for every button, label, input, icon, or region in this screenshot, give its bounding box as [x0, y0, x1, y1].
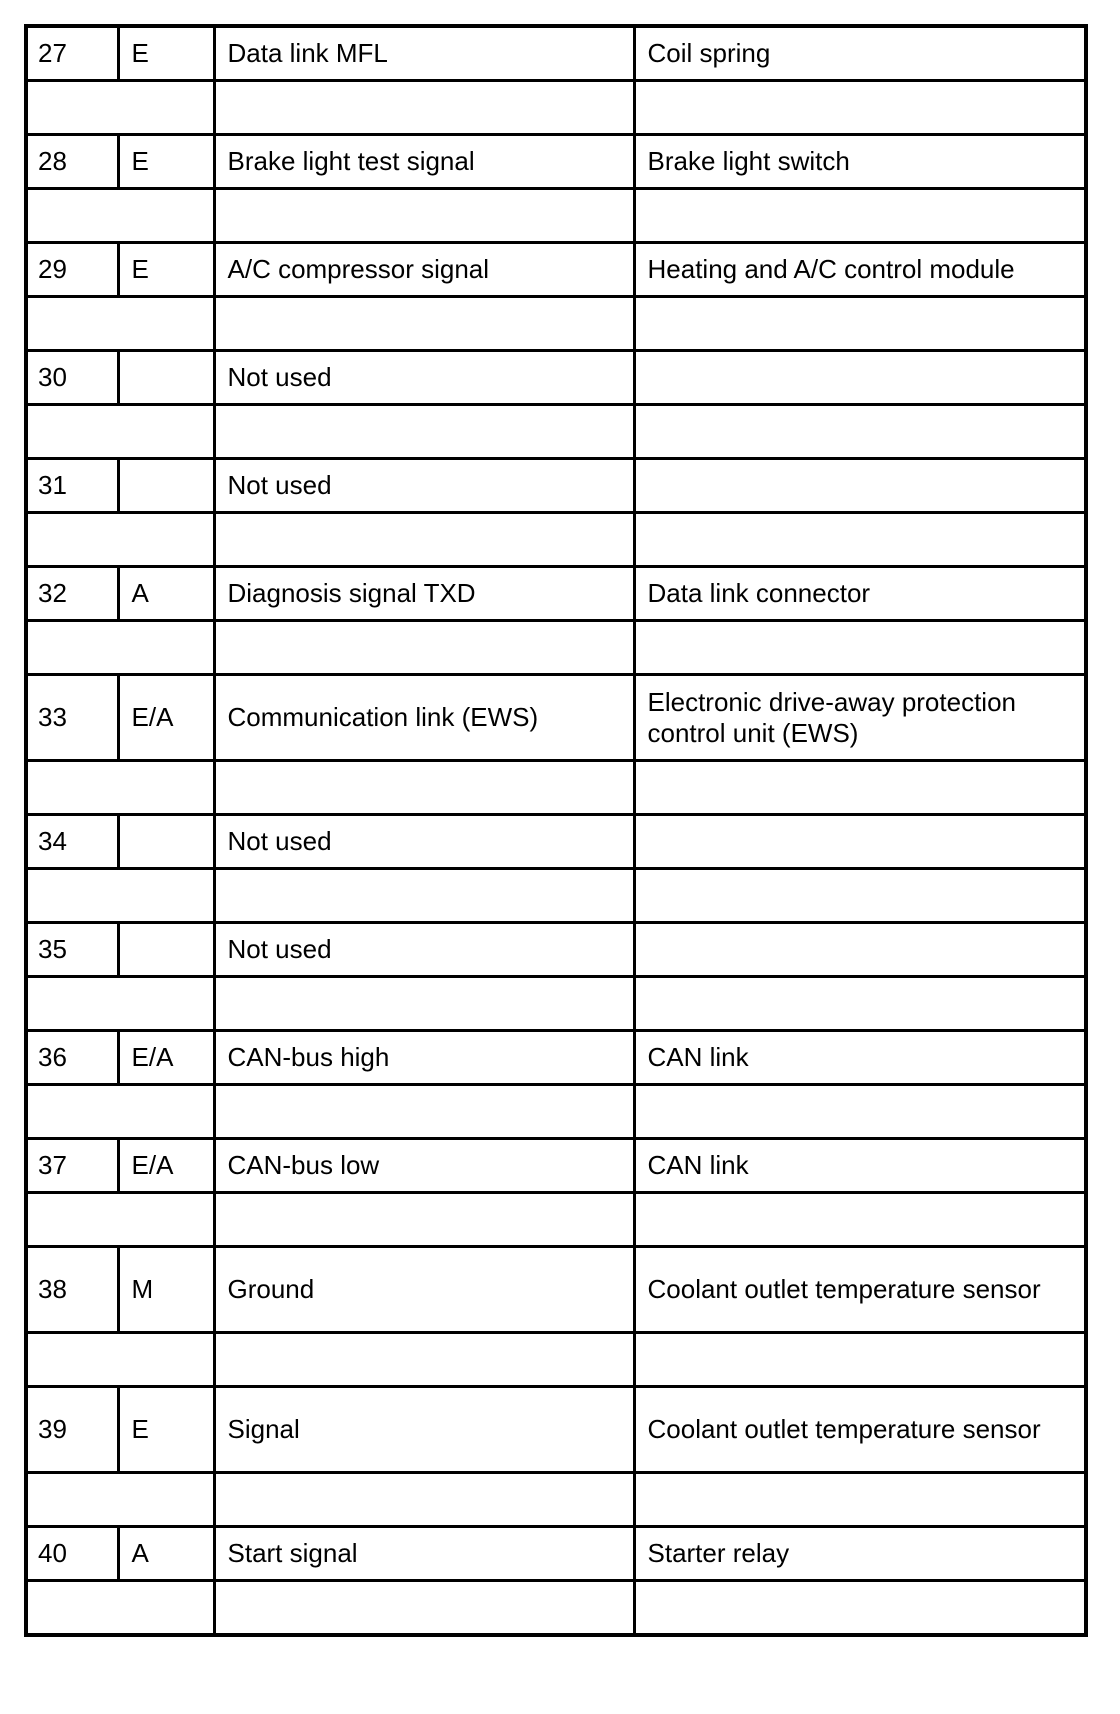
spacer-cell [26, 621, 214, 675]
spacer-cell [26, 189, 214, 243]
spacer-cell [214, 297, 634, 351]
pin-row [26, 351, 1086, 405]
pin-assignment-table [24, 24, 1088, 1637]
spacer-cell [214, 761, 634, 815]
pin-number-cell: 31 [26, 459, 118, 513]
spacer-cell [214, 189, 634, 243]
signal-type-cell: A [118, 567, 214, 621]
spacer-cell [634, 81, 1086, 135]
spacer-row [26, 189, 1086, 243]
spacer-cell [214, 621, 634, 675]
spacer-cell [214, 1581, 634, 1636]
spacer-cell [214, 1193, 634, 1247]
connection-cell [634, 351, 1086, 405]
spacer-cell [214, 513, 634, 567]
signal-type-cell: E [118, 243, 214, 297]
spacer-cell [634, 1581, 1086, 1636]
spacer-cell [26, 297, 214, 351]
description-cell: A/C compressor signal [214, 243, 634, 297]
spacer-cell [634, 869, 1086, 923]
description-cell: Not used [214, 815, 634, 869]
description-cell: Not used [214, 459, 634, 513]
spacer-cell [634, 621, 1086, 675]
spacer-cell [214, 869, 634, 923]
connection-cell: Starter relay [634, 1527, 1086, 1581]
spacer-row [26, 405, 1086, 459]
spacer-row [26, 621, 1086, 675]
pin-row [26, 26, 1086, 81]
connection-cell: CAN link [634, 1031, 1086, 1085]
description-cell: Not used [214, 351, 634, 405]
connection-cell: Heating and A/C control module [634, 243, 1086, 297]
signal-type-cell: A [118, 1527, 214, 1581]
pin-number-cell: 28 [26, 135, 118, 189]
spacer-cell [634, 977, 1086, 1031]
spacer-cell [26, 869, 214, 923]
spacer-cell [26, 513, 214, 567]
spacer-cell [214, 977, 634, 1031]
pin-row [26, 135, 1086, 189]
signal-type-cell: E [118, 26, 214, 81]
signal-type-cell: E/A [118, 675, 214, 761]
pin-row [26, 1387, 1086, 1473]
connection-cell: CAN link [634, 1139, 1086, 1193]
pin-number-cell: 35 [26, 923, 118, 977]
signal-type-cell [118, 459, 214, 513]
spacer-cell [634, 1193, 1086, 1247]
spacer-cell [214, 1333, 634, 1387]
spacer-row [26, 297, 1086, 351]
spacer-cell [26, 1333, 214, 1387]
spacer-cell [26, 1085, 214, 1139]
pin-row [26, 1031, 1086, 1085]
spacer-cell [26, 1473, 214, 1527]
pin-number-cell: 32 [26, 567, 118, 621]
signal-type-cell: E [118, 1387, 214, 1473]
connection-cell: Coil spring [634, 26, 1086, 81]
spacer-cell [214, 1473, 634, 1527]
signal-type-cell: M [118, 1247, 214, 1333]
description-cell: CAN-bus low [214, 1139, 634, 1193]
signal-type-cell: E [118, 135, 214, 189]
spacer-cell [634, 1473, 1086, 1527]
spacer-cell [26, 761, 214, 815]
connection-cell: Brake light switch [634, 135, 1086, 189]
pin-number-cell: 37 [26, 1139, 118, 1193]
signal-type-cell [118, 923, 214, 977]
pin-row [26, 459, 1086, 513]
pin-number-cell: 36 [26, 1031, 118, 1085]
description-cell: Data link MFL [214, 26, 634, 81]
description-cell: Ground [214, 1247, 634, 1333]
spacer-cell [634, 761, 1086, 815]
signal-type-cell: E/A [118, 1031, 214, 1085]
pin-number-cell: 39 [26, 1387, 118, 1473]
spacer-cell [634, 189, 1086, 243]
description-cell: Brake light test signal [214, 135, 634, 189]
spacer-row [26, 977, 1086, 1031]
pin-row [26, 243, 1086, 297]
description-cell: Signal [214, 1387, 634, 1473]
spacer-row [26, 869, 1086, 923]
pin-row [26, 923, 1086, 977]
pin-row [26, 1527, 1086, 1581]
description-cell: CAN-bus high [214, 1031, 634, 1085]
connection-cell: Coolant outlet temperature sensor [634, 1247, 1086, 1333]
spacer-row [26, 1085, 1086, 1139]
spacer-row [26, 1193, 1086, 1247]
description-cell: Start signal [214, 1527, 634, 1581]
spacer-cell [26, 405, 214, 459]
spacer-cell [634, 1333, 1086, 1387]
table-body [26, 26, 1086, 1635]
pin-row [26, 567, 1086, 621]
spacer-cell [634, 513, 1086, 567]
description-cell: Communication link (EWS) [214, 675, 634, 761]
connection-cell [634, 459, 1086, 513]
spacer-cell [26, 977, 214, 1031]
spacer-cell [26, 1193, 214, 1247]
pin-number-cell: 29 [26, 243, 118, 297]
pin-row [26, 1139, 1086, 1193]
connection-cell [634, 815, 1086, 869]
spacer-cell [634, 405, 1086, 459]
signal-type-cell [118, 815, 214, 869]
spacer-cell [214, 81, 634, 135]
pin-number-cell: 33 [26, 675, 118, 761]
spacer-cell [634, 297, 1086, 351]
pin-number-cell: 38 [26, 1247, 118, 1333]
pin-row [26, 1247, 1086, 1333]
spacer-row [26, 1473, 1086, 1527]
signal-type-cell: E/A [118, 1139, 214, 1193]
spacer-cell [214, 1085, 634, 1139]
connection-cell: Coolant outlet temperature sensor [634, 1387, 1086, 1473]
connection-cell: Electronic drive-away protection control unit (EWS) [634, 675, 1086, 761]
spacer-row [26, 513, 1086, 567]
description-cell: Diagnosis signal TXD [214, 567, 634, 621]
pin-row [26, 675, 1086, 761]
pin-number-cell: 40 [26, 1527, 118, 1581]
spacer-row [26, 761, 1086, 815]
spacer-row [26, 1581, 1086, 1636]
spacer-row [26, 1333, 1086, 1387]
pin-row [26, 815, 1086, 869]
pin-number-cell: 27 [26, 26, 118, 81]
connection-cell [634, 923, 1086, 977]
spacer-cell [214, 405, 634, 459]
pin-number-cell: 34 [26, 815, 118, 869]
description-cell: Not used [214, 923, 634, 977]
spacer-row [26, 81, 1086, 135]
spacer-cell [634, 1085, 1086, 1139]
pin-number-cell: 30 [26, 351, 118, 405]
spacer-cell [26, 81, 214, 135]
signal-type-cell [118, 351, 214, 405]
connection-cell: Data link connector [634, 567, 1086, 621]
spacer-cell [26, 1581, 214, 1636]
